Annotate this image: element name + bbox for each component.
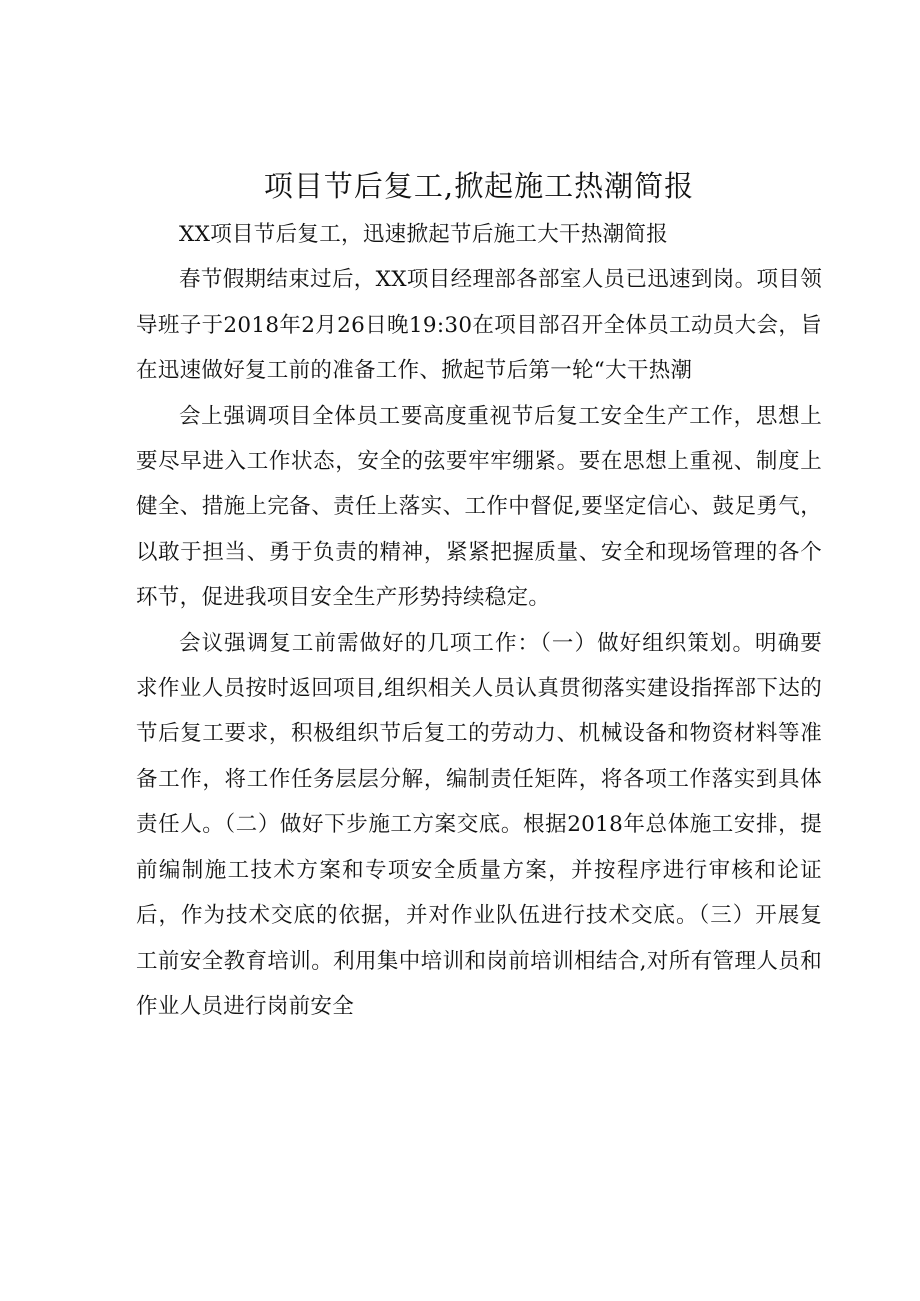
paragraph-3: 会议强调复工前需做好的几项工作：（一）做好组织策划。明确要求作业人员按时返回项目,组织相关人员认真贯彻落实建设指挥部下达的节后复工要求，积极组织节后复工的劳动力、机械设备和物资材料等准备工作，将工作任务层层分解，编制责任矩阵，将各项工作落实到具体责任人。（二）做好下步施工方案交底。根据2018年总体施工安排，提前编制施工技术方案和专项安全质量方案，并按程序进行审核和论证后，作为技术交底的依据，并对作业队伍进行技术交底。（三）开展复工前安全教育培训。利用集中培训和岗前培训相结合,对所有管理人员和作业人员进行岗前安全 [136,630,822,1019]
paragraph-1: 春节假期结束过后，XX项目经理部各部室人员已迅速到岗。项目领导班子于2018年2月26日晚19:30在项目部召开全体员工动员大会，旨在迅速做好复工前的准备工作、掀起节后第一轮“大干热潮 [136,267,822,384]
document-subtitle: XX项目节后复工，迅速掀起节后施工大干热潮简报 [179,222,669,247]
paragraph-2: 会上强调项目全体员工要高度重视节后复工安全生产工作，思想上要尽早进入工作状态，安全的弦要牢牢绷紧。要在思想上重视、制度上健全、措施上完备、责任上落实、工作中督促,要坚定信心、鼓足勇气，以敢于担当、勇于负责的精神，紧紧把握质量、安全和现场管理的各个环节，促进我项目安全生产形势持续稳定。 [136,403,822,611]
document-title: 项目节后复工,掀起施工热潮简报 [263,169,695,203]
document-page [136,160,822,1029]
